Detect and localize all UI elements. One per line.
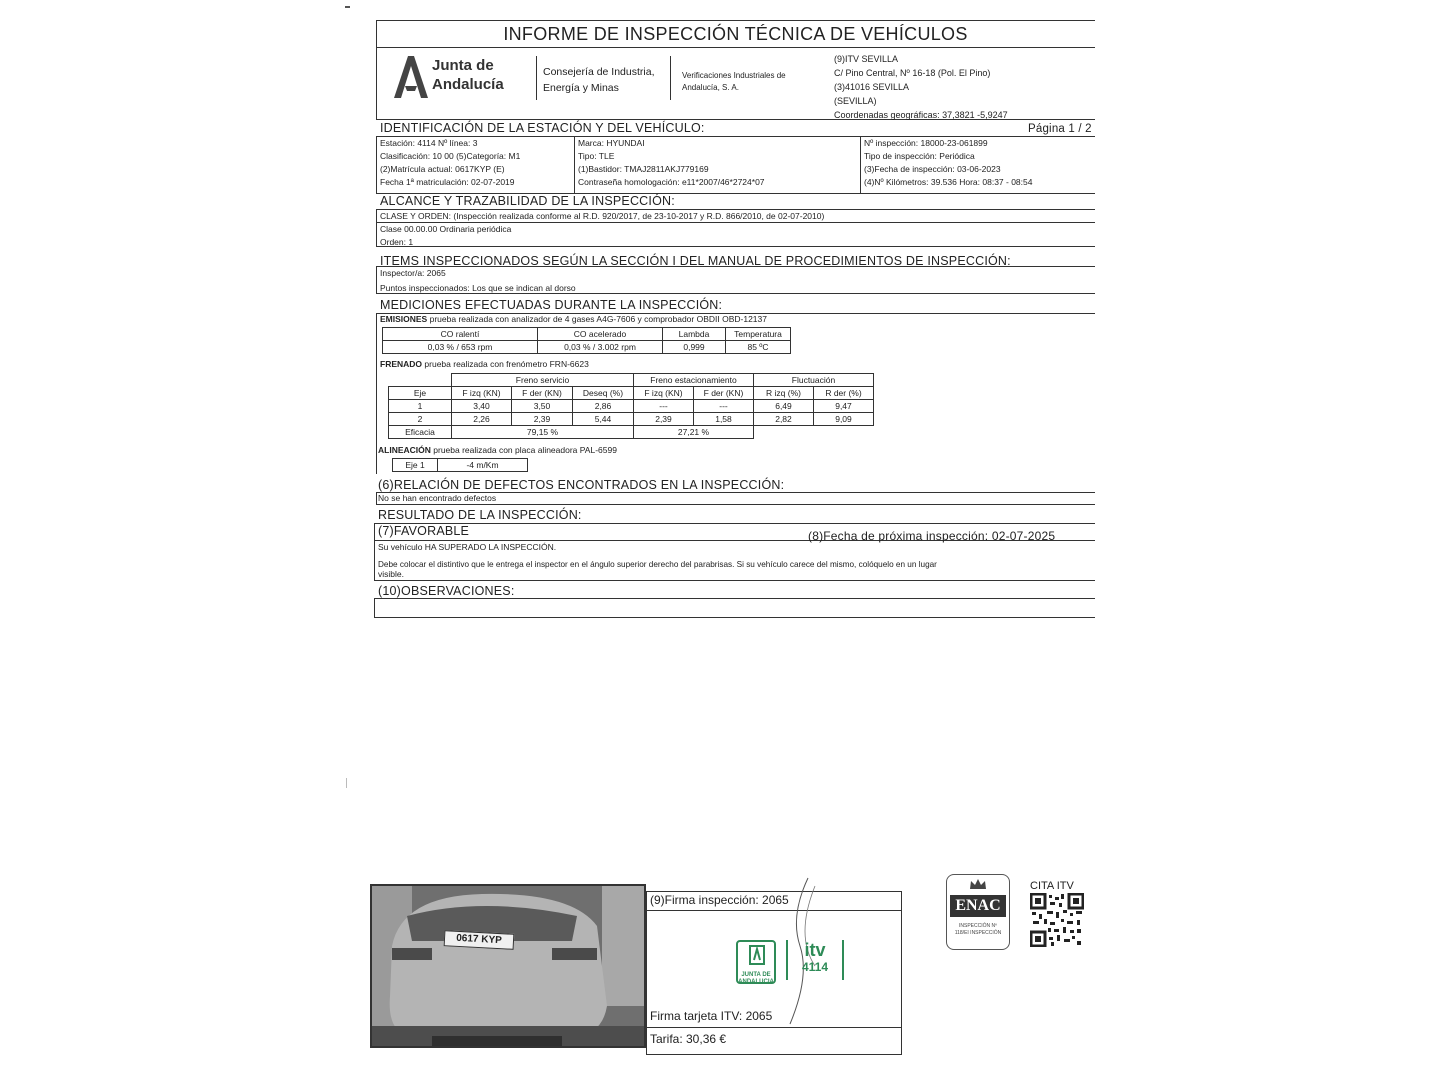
puntos-text: Puntos inspeccionados: Los que se indican al dorso: [380, 283, 576, 293]
tarifa: Tarifa: 30,36 €: [650, 1032, 727, 1046]
photo-license-plate: 0617 KYP: [444, 930, 515, 950]
ident-line: (3)Fecha de inspección: 03-06-2023: [864, 164, 1001, 174]
ident-vsep-2: [860, 136, 861, 194]
observaciones-heading: (10)OBSERVACIONES:: [378, 584, 515, 598]
frenado-cell: 1: [389, 400, 452, 413]
proxima-inspeccion: (8)Fecha de próxima inspección: 02-07-2025: [808, 529, 1056, 543]
emisiones-value: 0,999: [663, 341, 726, 354]
ident-line: Tipo: TLE: [578, 151, 615, 161]
firma-inspeccion: (9)Firma inspección: 2065: [650, 893, 789, 907]
clase-text: Clase 00.00.00 Ordinaria periódica: [380, 224, 512, 234]
frenado-cell: 2: [389, 413, 452, 426]
emisiones-value: 0,03 % / 653 rpm: [383, 341, 538, 354]
firma-tarjeta: Firma tarjeta ITV: 2065: [650, 1009, 773, 1023]
emisiones-desc: prueba realizada con analizador de 4 gases A4G-7606 y comprobador OBDII OBD-12137: [429, 314, 767, 324]
frenado-table: [388, 373, 874, 439]
resultado-line-2: Debe colocar el distintivo que le entrega el inspector en el ángulo superior derecho del parabrisas. Si su vehículo carece del mismo, colóquelo en un lugar: [378, 560, 937, 569]
junta-stamp-text: JUNTA DE ANDALUCIA: [738, 972, 774, 985]
frenado-cell: 2,39: [512, 413, 573, 426]
alcance-heading: ALCANCE Y TRAZABILIDAD DE LA INSPECCIÓN:: [380, 194, 675, 208]
frenado-cell: 9,09: [814, 413, 874, 426]
frenado-header: F der (KN): [694, 387, 754, 400]
orden-text: Orden: 1: [380, 237, 414, 247]
emisiones-table: [382, 327, 791, 354]
header-divider: [376, 47, 1095, 48]
alineacion-label: ALINEACIÓN: [378, 445, 431, 455]
emisiones-header: Lambda: [663, 328, 726, 341]
cita-itv-label: CITA ITV: [1030, 880, 1074, 892]
junta-stamp-emblem-icon: [748, 944, 766, 966]
alineacion-line: [378, 444, 617, 457]
frenado-cell: 3,50: [512, 400, 573, 413]
emisiones-header: Temperatura: [726, 328, 791, 341]
frenado-header: R izq (%): [754, 387, 814, 400]
header-vsep-1: [536, 56, 537, 100]
frenado-group: Freno servicio: [452, 374, 634, 387]
frenado-cell: 2,86: [573, 400, 634, 413]
resultado-line-1: Su vehículo HA SUPERADO LA INSPECCIÓN.: [378, 542, 557, 552]
frenado-cell: ---: [634, 400, 694, 413]
table-row: [389, 400, 874, 413]
frenado-cell: 5,44: [573, 413, 634, 426]
vehicle-photo: [370, 884, 646, 1048]
station-line: (3)41016 SEVILLA: [834, 82, 910, 92]
defectos-heading: (6)RELACIÓN DE DEFECTOS ENCONTRADOS EN LA INSPECCIÓN:: [378, 478, 785, 492]
frenado-header: Eje: [389, 387, 452, 400]
frenado-header: F izq (KN): [452, 387, 512, 400]
junta-andalucia-logo-icon: [390, 52, 430, 100]
inspector-text: Inspector/a: 2065: [380, 268, 446, 278]
verificaciones-text: Verificaciones Industriales de Andalucía, S. A.: [682, 71, 786, 92]
eficacia-estacionamiento: 27,21 %: [634, 426, 754, 439]
enac-badge: [946, 874, 1010, 950]
scan-mark: [346, 778, 347, 788]
frenado-cell: 3,40: [452, 400, 512, 413]
ident-line: Fecha 1ª matriculación: 02-07-2019: [380, 177, 515, 187]
qr-code-icon[interactable]: [1030, 893, 1084, 947]
ident-line: Clasificación: 10 00 (5)Categoría: M1: [380, 151, 521, 161]
emisiones-value: 85 ºC: [726, 341, 791, 354]
page-number: Página 1 / 2: [1028, 123, 1092, 135]
frenado-header: F der (KN): [512, 387, 573, 400]
ident-heading: IDENTIFICACIÓN DE LA ESTACIÓN Y DEL VEHÍCULO:: [380, 121, 705, 135]
frenado-cell: ---: [694, 400, 754, 413]
frenado-cell: 2,82: [754, 413, 814, 426]
emisiones-line: [380, 313, 767, 326]
clase-orden-text: CLASE Y ORDEN: (Inspección realizada conforme al R.D. 920/2017, de 23-10-2017 y R.D. 866/2010, de 02-07-2010): [380, 211, 825, 221]
logo-text: Junta de Andalucía: [432, 57, 504, 93]
eficacia-label: Eficacia: [389, 426, 452, 439]
emisiones-header: CO ralentí: [383, 328, 538, 341]
frenado-cell: 2,26: [452, 413, 512, 426]
ident-line: (1)Bastidor: TMAJ2811AKJ779169: [578, 164, 709, 174]
report-title: INFORME DE INSPECCIÓN TÉCNICA DE VEHÍCULOS: [503, 24, 968, 44]
ident-col-vehicle: [578, 137, 765, 189]
frenado-header: F izq (KN): [634, 387, 694, 400]
alineacion-table: [392, 458, 528, 472]
alineacion-value: -4 m/Km: [438, 459, 528, 472]
emisiones-header: CO acelerado: [538, 328, 663, 341]
table-row: [389, 413, 874, 426]
mediciones-heading: MEDICIONES EFECTUADAS DURANTE LA INSPECCIÓN:: [380, 298, 723, 312]
emisiones-value: 0,03 % / 3.002 rpm: [538, 341, 663, 354]
frenado-header: Deseq (%): [573, 387, 634, 400]
station-line: (SEVILLA): [834, 96, 877, 106]
resultado-heading: RESULTADO DE LA INSPECCIÓN:: [378, 508, 582, 522]
ident-col-station: [380, 137, 520, 189]
itv-stamp: [786, 940, 844, 980]
station-line: (9)ITV SEVILLA: [834, 54, 899, 64]
ident-line: Tipo de inspección: Periódica: [864, 151, 975, 161]
resultado-line-3: visible.: [378, 569, 404, 579]
consejeria-text: Consejería de Industria, Energía y Minas: [543, 66, 655, 94]
ident-line: Nº inspección: 18000-23-061899: [864, 138, 988, 148]
frenado-line: [380, 358, 589, 371]
header-vsep-2: [670, 56, 671, 100]
frenado-header: R der (%): [814, 387, 874, 400]
favorable-text: (7)FAVORABLE: [378, 524, 470, 538]
frenado-cell: 2,39: [634, 413, 694, 426]
ident-line: Marca: HYUNDAI: [578, 138, 645, 148]
itv-stamp-number: 4114: [801, 960, 829, 974]
station-info: [834, 52, 1084, 122]
itv-stamp-label: itv: [804, 940, 826, 960]
frenado-desc: prueba realizada con frenómetro FRN-6623: [424, 359, 589, 369]
defectos-text: No se han encontrado defectos: [378, 493, 497, 503]
car-rear-icon: [372, 886, 646, 1048]
ident-line: Contraseña homologación: e11*2007/46*2724*07: [578, 177, 765, 187]
frenado-group: Freno estacionamiento: [634, 374, 754, 387]
alineacion-desc: prueba realizada con placa alineadora PAL-6599: [433, 445, 617, 455]
ident-line: Estación: 4114 Nº línea: 3: [380, 138, 478, 148]
items-heading: ITEMS INSPECCIONADOS SEGÚN LA SECCIÓN I DEL MANUAL DE PROCEDIMIENTOS DE INSPECCIÓN:: [380, 254, 1011, 268]
firma-divider-2: [646, 1027, 902, 1028]
enac-subtext: INSPECCIÓN Nº 118/EI INSPECCIÓN: [954, 923, 1002, 936]
frenado-group: Fluctuación: [754, 374, 874, 387]
frenado-label: FRENADO: [380, 359, 423, 369]
frenado-cell: 1,58: [694, 413, 754, 426]
alineacion-eje: Eje 1: [393, 459, 438, 472]
ident-vsep-1: [574, 136, 575, 194]
crown-icon: [968, 878, 988, 890]
station-line: Coordenadas geográficas: 37,3821 -5,9247: [834, 110, 1008, 120]
ident-line: (4)Nº Kilómetros: 39.536 Hora: 08:37 - 08:54: [864, 177, 1033, 187]
enac-label: ENAC: [950, 895, 1006, 917]
emisiones-label: EMISIONES: [380, 314, 428, 324]
observaciones-box: [374, 598, 1095, 618]
ident-col-inspection: [864, 137, 1032, 189]
frenado-cell: 6,49: [754, 400, 814, 413]
ident-line: (2)Matrícula actual: 0617KYP (E): [380, 164, 505, 174]
frenado-cell: 9,47: [814, 400, 874, 413]
scan-mark: [345, 6, 350, 8]
eficacia-servicio: 79,15 %: [452, 426, 634, 439]
station-line: C/ Pino Central, Nº 16-18 (Pol. El Pino): [834, 68, 991, 78]
